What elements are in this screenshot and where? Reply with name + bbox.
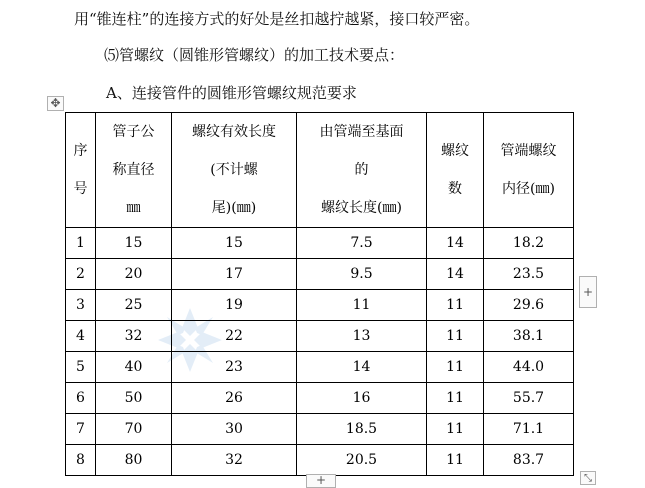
header-line: 的 xyxy=(354,162,369,178)
table-header-cell xyxy=(66,113,96,228)
table-cell: 17 xyxy=(172,259,297,290)
table-cell: 8 xyxy=(66,445,96,476)
table-cell: 11 xyxy=(297,290,427,321)
table-cell: 50 xyxy=(96,383,172,414)
table-cell: 7 xyxy=(66,414,96,445)
table-cell: 13 xyxy=(297,321,427,352)
table-row xyxy=(66,259,574,290)
paragraph-line-1: 用“锥连柱”的连接方式的好处是丝扣越拧越紧，接口较严密。 xyxy=(74,10,480,28)
add-row-button-icon[interactable]: + xyxy=(306,474,336,488)
header-line: 由管端至基面 xyxy=(319,124,404,140)
header-line: (不计螺 xyxy=(210,162,258,178)
table-header-row xyxy=(66,113,574,228)
table-row xyxy=(66,321,574,352)
table-header-cell xyxy=(297,113,427,228)
table-row xyxy=(66,228,574,259)
table-cell: 1 xyxy=(66,228,96,259)
table-cell: 25 xyxy=(96,290,172,321)
table-cell: 19 xyxy=(172,290,297,321)
table-cell: 26 xyxy=(172,383,297,414)
table-cell: 15 xyxy=(172,228,297,259)
table-cell: 18.2 xyxy=(484,228,574,259)
table-cell: 7.5 xyxy=(297,228,427,259)
table-row xyxy=(66,352,574,383)
table-cell: 15 xyxy=(96,228,172,259)
table-cell: 11 xyxy=(427,321,484,352)
header-line: 序 xyxy=(73,143,88,159)
table-cell: 71.1 xyxy=(484,414,574,445)
table-cell: 32 xyxy=(96,321,172,352)
table-row xyxy=(66,290,574,321)
header-line: 螺纹 xyxy=(441,143,469,159)
table-cell: 14 xyxy=(427,228,484,259)
thread-spec-table xyxy=(65,112,574,476)
table-cell: 40 xyxy=(96,352,172,383)
table-cell: 44.0 xyxy=(484,352,574,383)
table-body xyxy=(66,228,574,476)
table-header-cell xyxy=(96,113,172,228)
table-cell: 2 xyxy=(66,259,96,290)
table-cell: 11 xyxy=(427,445,484,476)
header-line: 号 xyxy=(73,181,88,197)
table-cell: 20 xyxy=(96,259,172,290)
table-cell: 14 xyxy=(297,352,427,383)
add-column-button-icon[interactable]: + xyxy=(579,276,597,308)
table-cell: 32 xyxy=(172,445,297,476)
table-cell: 14 xyxy=(427,259,484,290)
table-cell: 20.5 xyxy=(297,445,427,476)
table-row xyxy=(66,414,574,445)
header-line: 螺纹长度(㎜) xyxy=(321,200,402,216)
table-row xyxy=(66,445,574,476)
table-cell: 11 xyxy=(427,352,484,383)
header-line: 管端螺纹 xyxy=(500,143,557,159)
table-cell: 3 xyxy=(66,290,96,321)
table-cell: 5 xyxy=(66,352,96,383)
table-row xyxy=(66,383,574,414)
table-header-cell xyxy=(427,113,484,228)
paragraph-subheading-a: A、连接管件的圆锥形管螺纹规范要求 xyxy=(106,84,357,102)
table-resize-handle-icon[interactable]: ⤡ xyxy=(580,471,596,485)
table-cell: 23 xyxy=(172,352,297,383)
header-line: 螺纹有效长度 xyxy=(192,124,276,140)
header-line: ㎜ xyxy=(126,200,141,216)
table-cell: 55.7 xyxy=(484,383,574,414)
table-cell: 29.6 xyxy=(484,290,574,321)
table-cell: 70 xyxy=(96,414,172,445)
table-cell: 16 xyxy=(297,383,427,414)
table-cell: 80 xyxy=(96,445,172,476)
table-cell: 38.1 xyxy=(484,321,574,352)
table-cell: 11 xyxy=(427,290,484,321)
paragraph-heading-5: ⑸管螺纹（圆锥形管螺纹）的加工技术要点： xyxy=(104,46,405,64)
header-line: 尾)(㎜) xyxy=(211,200,257,216)
table-cell: 83.7 xyxy=(484,445,574,476)
header-line: 管子公 xyxy=(112,124,155,140)
table-move-handle-icon[interactable]: ✥ xyxy=(47,96,64,111)
header-line: 称直径 xyxy=(112,162,155,178)
table-cell: 11 xyxy=(427,383,484,414)
table-header-cell xyxy=(484,113,574,228)
table-cell: 6 xyxy=(66,383,96,414)
header-line: 内径(㎜) xyxy=(502,181,555,197)
table-cell: 11 xyxy=(427,414,484,445)
table-cell: 22 xyxy=(172,321,297,352)
table-cell: 4 xyxy=(66,321,96,352)
table-cell: 23.5 xyxy=(484,259,574,290)
header-line: 数 xyxy=(448,181,462,197)
table-header-cell xyxy=(172,113,297,228)
table-cell: 9.5 xyxy=(297,259,427,290)
table-cell: 18.5 xyxy=(297,414,427,445)
table-cell: 30 xyxy=(172,414,297,445)
